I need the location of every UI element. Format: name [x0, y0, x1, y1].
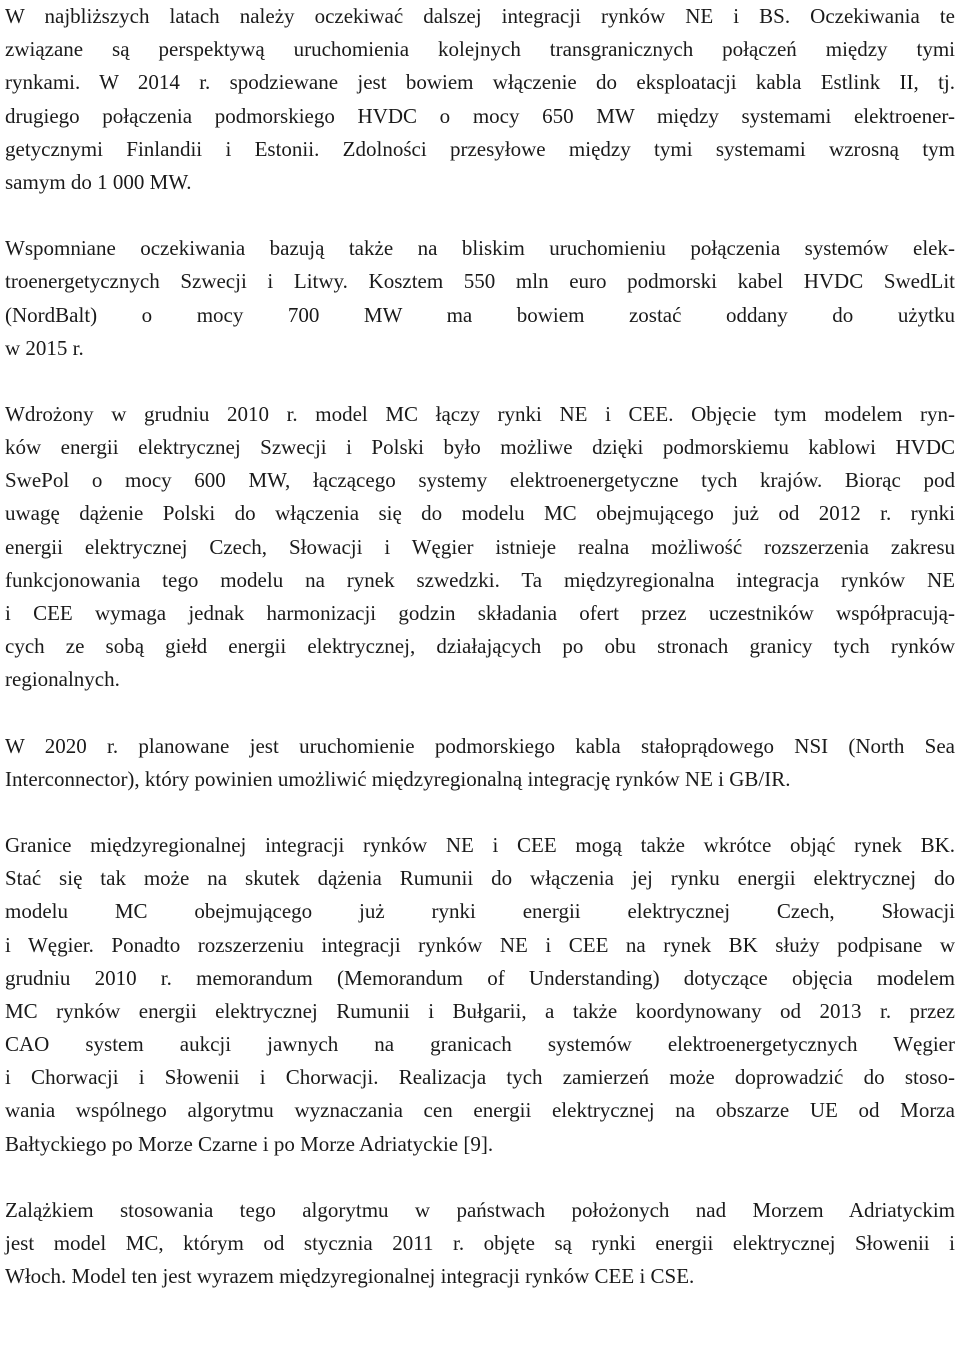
text-line: i CEE wymaga jednak harmonizacji godzin składania ofert przez uczestników współpracują- — [5, 601, 955, 625]
text-line: getycznymi Finlandii i Estonii. Zdolności przesyłowe między tymi systemami wzrosną tym — [5, 136, 955, 161]
text-line: wania wspólnego algorytmu wyznaczania cen energii elektrycznej na obszarze UE od Morza — [5, 1098, 955, 1123]
text-line: i Chorwacji i Słowenii i Chorwacji. Realizacja tych zamierzeń może doprowadzić do stoso- — [5, 1065, 955, 1090]
paragraph-mc-model — [5, 398, 955, 697]
text-line: Zalążkiem stosowania tego algorytmu w państwach położonych nad Morzem Adriatyckim — [5, 1197, 955, 1222]
text-line: modelu MC obejmującego już rynki energii elektrycznej Czech, Słowacji — [5, 899, 955, 924]
text-line: Interconnector), który powinien umożliwić międzyregionalną integrację rynków NE i GB/IR. — [5, 766, 791, 791]
text-line: samym do 1 000 MW. — [5, 169, 192, 194]
text-line: regionalnych. — [5, 667, 120, 692]
text-line: W 2020 r. planowane jest uruchomienie podmorskiego kabla stałoprądowego NSI (North Sea — [5, 733, 955, 758]
text-line: jest model MC, którym od stycznia 2011 r. objęte są rynki energii elektrycznej Słowenii i — [5, 1231, 955, 1255]
paragraph-gap — [5, 199, 955, 232]
text-line: MC rynków energii elektrycznej Rumunii i Bułgarii, a także koordynowany od 2013 r. przez — [5, 998, 955, 1023]
document-page — [5, 0, 955, 1293]
text-line: grudniu 2010 r. memorandum (Memorandum of Understanding) dotyczące objęcia modelem — [5, 965, 955, 990]
paragraph-gap — [5, 796, 955, 829]
text-line: W najbliższych latach należy oczekiwać dalszej integracji rynków NE i BS. Oczekiwania te — [5, 4, 955, 28]
text-line: Włoch. Model ten jest wyrazem międzyregionalnej integracji rynków CEE i CSE. — [5, 1264, 695, 1289]
paragraph-estlink — [5, 0, 955, 199]
paragraph-nsi — [5, 730, 955, 796]
text-line: energii elektrycznej Czech, Słowacji i Węgier istnieje realna możliwość rozszerzenia zakresu — [5, 534, 955, 559]
text-line: w 2015 r. — [5, 335, 84, 360]
text-line: Bałtyckiego po Morze Czarne i po Morze Adriatyckie [9]. — [5, 1131, 494, 1156]
text-line: funkcjonowania tego modelu na rynek szwedzki. Ta międzyregionalna integracja rynków NE — [5, 567, 955, 592]
text-line: Wspomniane oczekiwania bazują także na bliskim uruchomieniu połączenia systemów elek- — [5, 236, 955, 261]
text-line: troenergetycznych Szwecji i Litwy. Kosztem 550 mln euro podmorski kabel HVDC SwedLit — [5, 269, 955, 294]
paragraph-gap — [5, 697, 955, 730]
paragraph-adriatic — [5, 1194, 955, 1294]
text-line: Stać się tak może na skutek dążenia Rumunii do włączenia jej rynku energii elektrycznej do — [5, 866, 955, 891]
text-line: związane są perspektywą uruchomienia kolejnych transgranicznych połączeń między tymi — [5, 37, 955, 62]
paragraph-bk-market — [5, 829, 955, 1161]
text-line: i Węgier. Ponadto rozszerzeniu integracji rynków NE i CEE na rynek BK służy podpisane w — [5, 932, 955, 957]
text-line: Wdrożony w grudniu 2010 r. model MC łączy rynki NE i CEE. Objęcie tym modelem ryn- — [5, 401, 955, 426]
text-line: (NordBalt) o mocy 700 MW ma bowiem zostać oddany do użytku — [5, 302, 955, 327]
paragraph-gap — [5, 1161, 955, 1194]
text-line: rynkami. W 2014 r. spodziewane jest bowiem włączenie do eksploatacji kabla Estlink II, tj. — [5, 70, 955, 95]
text-line: SwePol o mocy 600 MW, łączącego systemy elektroenergetyczne tych krajów. Biorąc pod — [5, 468, 955, 493]
text-line: ków energii elektrycznej Szwecji i Polski było możliwe dzięki podmorskiemu kablowi HVDC — [5, 435, 955, 460]
text-line: cych ze sobą giełd energii elektrycznej, działających po obu stronach granicy tych rynków — [5, 634, 955, 659]
text-line: CAO system aukcji jawnych na granicach systemów elektroenergetycznych Węgier — [5, 1032, 955, 1057]
paragraph-gap — [5, 365, 955, 398]
text-line: drugiego połączenia podmorskiego HVDC o mocy 650 MW między systemami elektroener- — [5, 103, 955, 128]
text-line: Granice międzyregionalnej integracji rynków NE i CEE mogą także wkrótce objąć rynek BK. — [5, 832, 955, 857]
text-line: uwagę dążenie Polski do włączenia się do modelu MC obejmującego już od 2012 r. rynki — [5, 501, 955, 526]
paragraph-nordbalt — [5, 232, 955, 365]
